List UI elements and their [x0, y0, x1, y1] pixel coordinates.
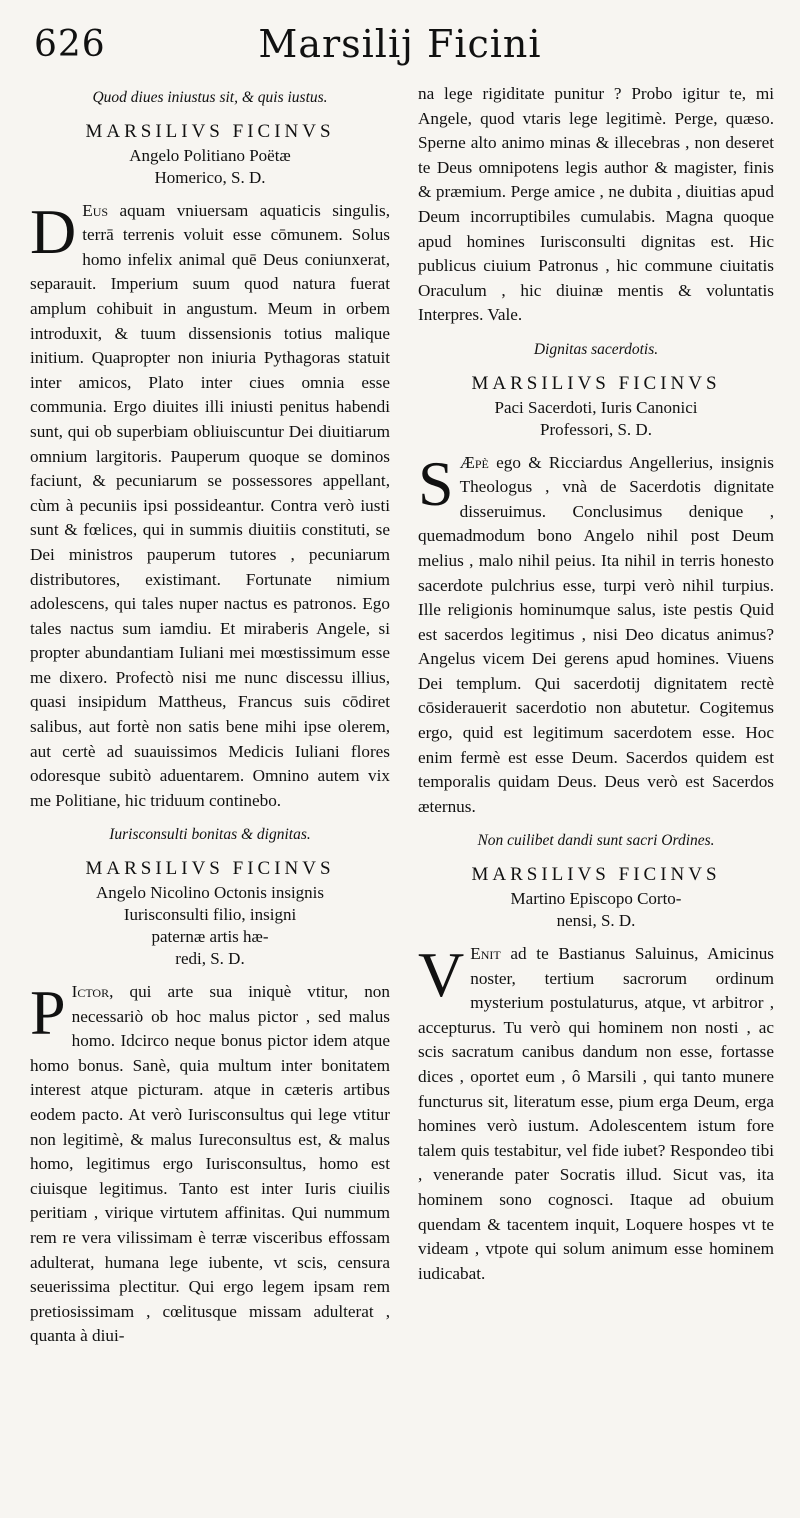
addressee-line: Iurisconsulti filio, insigni [123, 905, 297, 925]
page-number: 626 [34, 24, 106, 65]
author-name: MARSILIVS FICINVS [471, 372, 721, 394]
letter-body [418, 447, 774, 820]
drop-cap-rest: Enit [470, 944, 501, 964]
letter-body [418, 939, 774, 1286]
addressee-line: Angelo Nicolino Octonis insignis [95, 883, 325, 903]
addressee-line: paternæ artis hæ- [151, 927, 269, 947]
addressee-line: Homerico, S. D. [154, 167, 266, 187]
drop-cap-rest: Eus [82, 200, 109, 220]
section-title: Dignitas sacerdotis. [533, 340, 659, 358]
running-head: Marsilij Ficini [258, 22, 542, 66]
addressee-line: Angelo Politiano Poëtæ [129, 145, 291, 165]
section-title: Non cuilibet dandi sunt sacri Ordines. [477, 832, 715, 850]
drop-cap: D [30, 195, 77, 267]
author-name: MARSILIVS FICINVS [85, 120, 335, 142]
addressee-line: Martino Episcopo Corto- [510, 889, 682, 909]
author-name: MARSILIVS FICINVS [471, 864, 721, 886]
addressee-line: Professori, S. D. [540, 419, 652, 439]
letter-body [30, 977, 390, 1349]
letter-heading [418, 371, 774, 441]
letter-heading [418, 862, 774, 932]
page-header [0, 18, 800, 78]
section-title: Iurisconsulti bonitas & dignitas. [109, 826, 311, 844]
section-title: Quod diues iniustus sit, & quis iustus. [92, 89, 328, 106]
addressee-line: Paci Sacerdoti, Iuris Canonici [494, 397, 698, 417]
drop-cap: P [30, 977, 66, 1049]
letter-body [30, 195, 390, 814]
letter-text: , qui arte sua iniquè vtitur, non necessariò ob hoc malus pictor , sed malus homo. Idcirco neque bonus pictor idem atque homo bonus. Sanè, quia multum inter bonitatem interest atque picturam. atque in cæteris artibus eodem pacto. At verò Iurisconsultus qui lege vtitur non legitimè, & malus Iureconsultus est, & malus homo, legitimus ergo Iurisconsultus, homo est ciuisque legitimus. Tanto est inter Iuris ciuilis peritiam , virique virtutem affinitas. Qui nummum rem re vera vilissimam è terræ visceribus effossam adulterat, humana lege iubente, vt scis, censura seuerissima plectitur. Qui ergo legem ipsam rem pretiosissimam , cœlitusque missam adulterat , quanta à diui- [30, 982, 390, 1346]
drop-cap-rest: Ictor [71, 982, 110, 1002]
letter-heading [30, 119, 390, 189]
drop-cap: V [418, 939, 465, 1011]
author-name: MARSILIVS FICINVS [85, 858, 335, 880]
letter-text: aquam vniuersam aquaticis singulis, terrā terrenis voluit esse cōmunem. Solus homo infelix animal quē Deus coniunxerat, separauit. Imperium suum quod natura fuerat amplum cohibuit in angustum. Meum in orbem introduxit, & tuum dissensionis totius malique initium. Quapropter non iniuria Pythagoras statuit inter amicos, Plato inter ciues omnia esse communia. Ergo diuites illi iniusti penitus habendi sunt, qui ob superbiam obliuiscuntur Dei diuitiarum omnium largitoris. Pauperum quoque se dominos faciunt, & pecuniarum se possessores appellant, cùm à pecuniis ipsi possideantur. Contra verò iusti sunt & fœlices, qui in summis diuitiis constituti, se Dei ministros pauperum tutores , pecuniarum distributores, existimant. Fortunate nimium adolescens, qui tales nuper nactus es patronos. Ego tales nactus sum iamdiu. Et miraberis Angele, si propter abundantiam Iuliani mei mœstissimum esse me dixero. Profectò nisi me nunc discessu illius, quasi insipidum Mattheus, Francus suis cōdiret salibus, aut fortè non satis bene mihi ipse olerem, aut certè ad suauissimos Medicis Iuliani flores odoresque subitò aduentarem. Omnino autem vix me Politiane, hic triduum continebo. [30, 200, 390, 810]
addressee-line: redi, S. D. [175, 949, 245, 969]
drop-cap-rest: Æpè [459, 452, 489, 472]
right-column [418, 82, 774, 1296]
drop-cap: S [418, 447, 454, 519]
letter-continuation: na lege rigiditate punitur ? Probo igitur te, mi Angele, quod vtaris lege legitimè. Perge, quæso. Sperne alto animo minas & illecebras , non deseret te Deus omnipotens legis author & magister, finis & præmium. Perge amice , ne dubita , diuitias apud Deum incorruptibiles cumulabis. Magna quoque apud homines Iurisconsulti dignitas est. Hic publicus ciuium Patronus , hic commune ciuitatis Oraculum , hic diuinæ mentis & voluntatis Interpres. Vale. [418, 84, 774, 325]
letter-heading [30, 856, 390, 970]
left-column [30, 82, 390, 1359]
letter-text: ad te Bastianus Saluinus, Amicinus noster, tertium sacrorum ordinum mysterium postulaturus, atque, vt arbitror , accepturus. Tu verò qui hominem non nosti , ac scis sacratum canibus dandum non esse, fortasse dices , oportet eum , ô Marsili , qui tanto munere functurus sit, literatum esse, pium erga Deum, erga homines verò iustum. Adolescentem istum fore talem quis testabitur, vel fide iubet? Respondeo tibi , venerande pater Socratis illud. Sicut vas, ita hominem sono cognosci. Itaque ad obuium quendam & tacentem inquit, Loquere hospes vt te videam , vtpote qui solum animum esse hominem iudicabat. [418, 944, 774, 1283]
addressee-line: nensi, S. D. [556, 911, 636, 931]
letter-text: ego & Ricciardus Angellerius, insignis Theologus , vnà de Sacerdotis dignitate disseruimus. Conclusimus denique , quemadmodum bono Angelo nihil post Deum melius , malo nihil peius. Ita nihil in terris honesto sacerdote pulchrius esse, turpi verò nihil turpius. Ille religionis hominumque salus, iste pestis Quid est sacerdos legitimus , nisi Deo dicatus animus? Angelus vicem Dei gerens apud homines. Viuens Dei templum. Qui sacerdotij dignitatem rectè cōsiderauerit sacerdotio non abutetur. Cogitemus ergo, quid est legitimum sacerdotem esse. Hoc enim fermè est esse Deum. Sacerdos quidem est temporalis quidam Deus. Deus verò est Sacerdos æternus. [418, 452, 774, 816]
